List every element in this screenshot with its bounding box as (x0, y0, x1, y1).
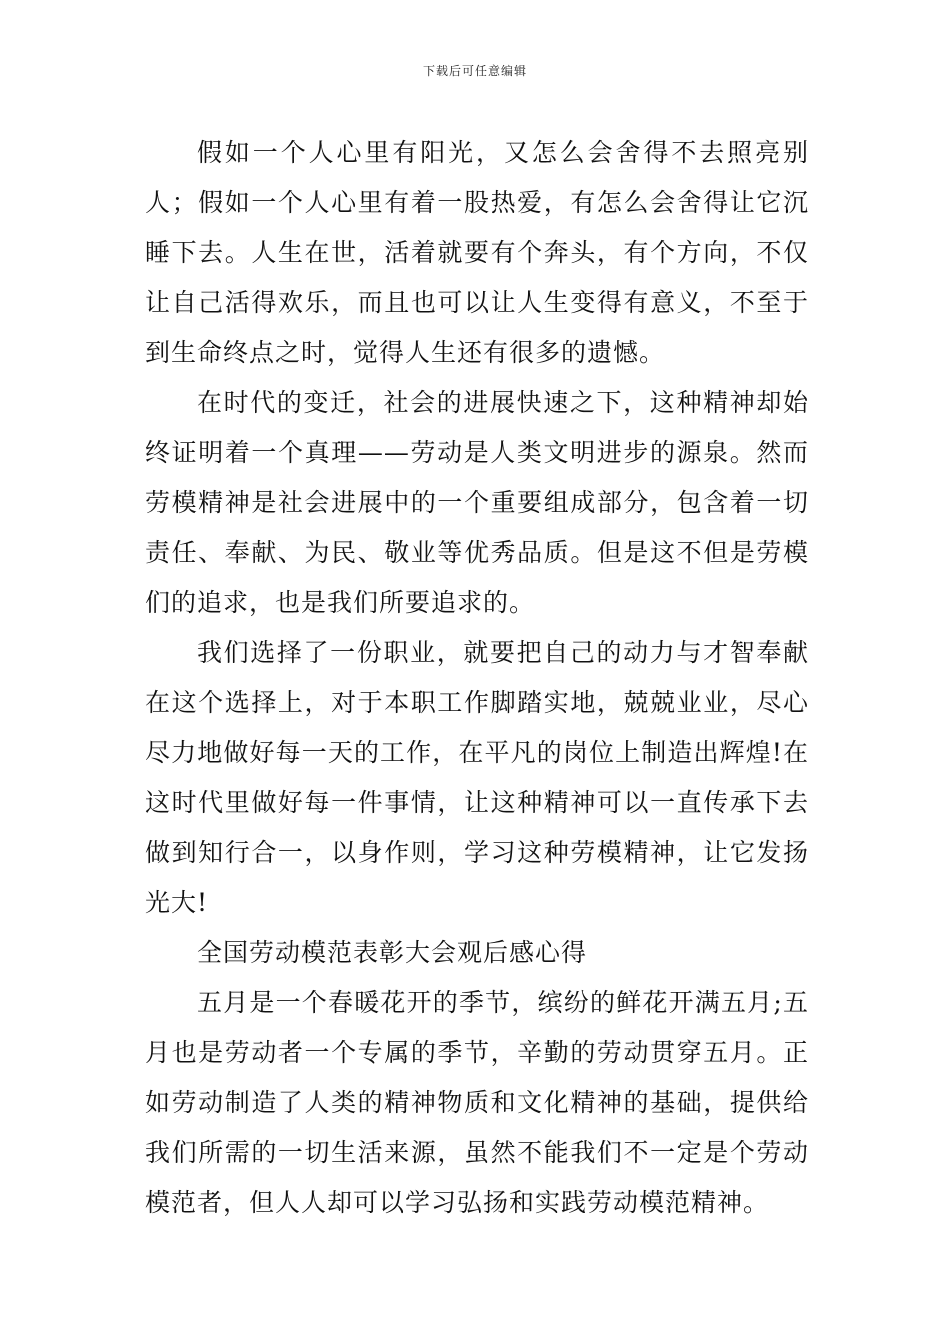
paragraph-2: 在时代的变迁，社会的进展快速之下，这种精神却始终证明着一个真理——劳动是人类文明进步的源泉。然而劳模精神是社会进展中的一个重要组成部分，包含着一切责任、奉献、为民、敬业等优秀品质。但是这不但是劳模们的追求，也是我们所要追求的。 (145, 388, 809, 617)
section-title: 全国劳动模范表彰大会观后感心得 (197, 938, 588, 967)
document-body (145, 128, 809, 1228)
page-header: 下载后可任意编辑 (422, 64, 527, 78)
paragraph-1: 假如一个人心里有阳光，又怎么会舍得不去照亮别人；假如一个人心里有着一股热爱，有怎么会舍得让它沉睡下去。人生在世，活着就要有个奔头，有个方向，不仅让自己活得欢乐，而且也可以让人生变得有意义，不至于到生命终点之时，觉得人生还有很多的遗憾。 (145, 138, 809, 367)
section-paragraph-1: 五月是一个春暖花开的季节，缤纷的鲜花开满五月;五月也是劳动者一个专属的季节，辛勤的劳动贯穿五月。正如劳动制造了人类的精神物质和文化精神的基础，提供给我们所需的一切生活来源，虽然不能我们不一定是个劳动模范者，但人人却可以学习弘扬和实践劳动模范精神。 (145, 988, 809, 1217)
paragraph-3: 我们选择了一份职业，就要把自己的动力与才智奉献在这个选择上，对于本职工作脚踏实地，兢兢业业，尽心尽力地做好每一天的工作，在平凡的岗位上制造出辉煌!在这时代里做好每一件事情，让这种精神可以一直传承下去做到知行合一，以身作则，学习这种劳模精神，让它发扬光大! (145, 638, 809, 917)
